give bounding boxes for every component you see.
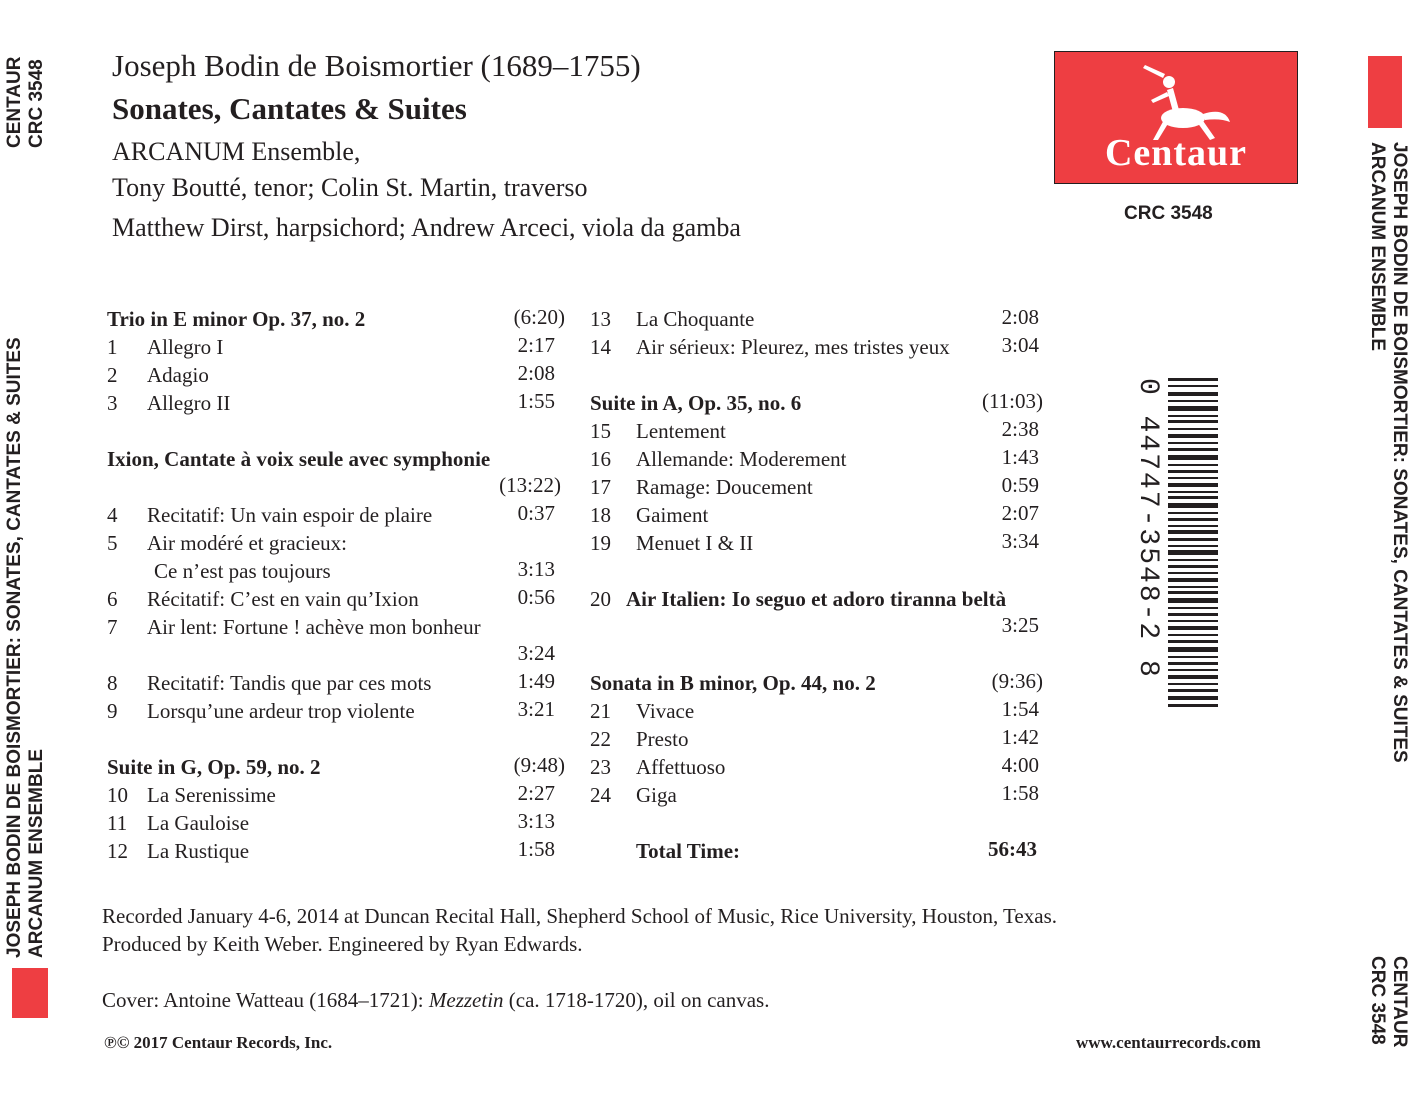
track-title: Air sérieux: Pleurez, mes tristes yeux: [636, 335, 950, 359]
track-title: Affettuoso: [636, 755, 726, 779]
track-title: Menuet I & II: [636, 531, 754, 555]
track-row: [590, 305, 754, 333]
track-row: [107, 585, 419, 613]
track-time: 2:08: [1001, 305, 1039, 329]
sonata-time: (9:36): [991, 669, 1043, 693]
track-time: 3:24: [517, 641, 555, 665]
track-time: 0:59: [1001, 473, 1039, 497]
spine-small-logo-left: [12, 968, 48, 1018]
track-number: 2: [107, 363, 118, 387]
air-italien-time: 3:25: [1001, 613, 1039, 637]
spine-left-title: [4, 293, 54, 958]
performer-line-2: Tony Boutté, tenor; Colin St. Martin, traverso: [112, 173, 588, 202]
track-title: Lorsqu’une ardeur trop violente: [147, 699, 415, 723]
track-number: 1: [107, 335, 118, 359]
track-number: 11: [107, 811, 128, 835]
air-italien-title: Air Italien: Io seguo et adoro tiranna beltà: [626, 587, 1007, 611]
track-title: La Rustique: [147, 839, 250, 863]
track-time: 3:13: [517, 809, 555, 833]
track-row: [590, 501, 708, 529]
track-time: 1:58: [1001, 781, 1039, 805]
spine-small-logo-right: [1368, 56, 1402, 128]
website-link[interactable]: www.centaurrecords.com: [1076, 1033, 1261, 1052]
track-number: 19: [590, 531, 611, 555]
spine-ensemble: ARCANUM ENSEMBLE: [26, 749, 47, 958]
track-title: Air modéré et gracieux:: [147, 531, 347, 555]
track-time: 3:13: [517, 557, 555, 581]
copyright: ℗© 2017 Centaur Records, Inc.: [104, 1033, 333, 1052]
spine-ensemble-right: ARCANUM ENSEMBLE: [1367, 142, 1388, 351]
track-title: Allegro I: [147, 335, 224, 359]
track-number: 20: [590, 587, 611, 611]
track-title: Recitatif: Tandis que par ces mots: [147, 671, 432, 695]
logo-wordmark: Centaur: [1104, 132, 1248, 174]
track-time: 3:34: [1001, 529, 1039, 553]
track-time: 2:27: [517, 781, 555, 805]
performer-line-3: Matthew Dirst, harpsichord; Andrew Arceci, viola da gamba: [112, 213, 741, 242]
spine-right-title: [1362, 142, 1412, 802]
spine-label-right: CENTAUR: [1389, 956, 1410, 1048]
spine-left-top: [4, 48, 54, 148]
track-number: 12: [107, 839, 128, 863]
track-number: 23: [590, 755, 611, 779]
spine-title-right: JOSEPH BODIN DE BOISMORTIER: SONATES, CANTATES & SUITES: [1389, 142, 1410, 763]
track-time: 4:00: [1001, 753, 1039, 777]
track-time: 3:21: [517, 697, 555, 721]
track-title: Allegro II: [147, 391, 231, 415]
track-number: 3: [107, 391, 118, 415]
track-row: [590, 445, 847, 473]
track-time: 2:17: [517, 333, 555, 357]
tracklist-left: [107, 0, 567, 880]
track-row: [107, 333, 223, 361]
track-number: 24: [590, 783, 611, 807]
track-time: 2:07: [1001, 501, 1039, 525]
track-title: Récitatif: C’est en vain qu’Ixion: [147, 587, 419, 611]
sonata-header: Sonata in B minor, Op. 44, no. 2: [590, 671, 876, 695]
track-time: 1:42: [1001, 725, 1039, 749]
air-italien-row: [590, 585, 1006, 613]
track-time: 1:58: [517, 837, 555, 861]
track-row: [590, 417, 726, 445]
cover-title: Mezzetin: [428, 988, 504, 1012]
barcode-digits: 0 44747-3548-2 8: [1132, 378, 1163, 679]
ixion-time: (13:22): [499, 473, 561, 497]
track-title: La Choquante: [636, 307, 755, 331]
track-row: [107, 669, 431, 697]
track-row: [107, 613, 481, 641]
track-number: 8: [107, 671, 118, 695]
track-title: Vivace: [636, 699, 695, 723]
track-title: Giga: [636, 783, 677, 807]
track-row: [590, 725, 689, 753]
spine-title: JOSEPH BODIN DE BOISMORTIER: SONATES, CANTATES & SUITES: [4, 337, 25, 958]
suite-g-header: Suite in G, Op. 59, no. 2: [107, 755, 321, 779]
track-time: 1:43: [1001, 445, 1039, 469]
track-row: [107, 361, 209, 389]
album-title: Sonates, Cantates & Suites: [112, 91, 467, 126]
track-number: 14: [590, 335, 611, 359]
track-row: [590, 529, 753, 557]
track-time: 0:56: [517, 585, 555, 609]
track-number: 17: [590, 475, 611, 499]
track-row: [107, 809, 249, 837]
trio-header: Trio in E minor Op. 37, no. 2: [107, 307, 366, 331]
total-time-label: Total Time:: [636, 839, 741, 863]
track-number: 13: [590, 307, 611, 331]
track-number: 16: [590, 447, 611, 471]
track-row: [590, 697, 694, 725]
track-number: 5: [107, 531, 118, 555]
track-time: 1:54: [1001, 697, 1039, 721]
centaur-logo: [1054, 51, 1298, 184]
trio-time: (6:20): [513, 305, 565, 329]
cover-suffix: (ca. 1718-1720), oil on canvas.: [503, 988, 770, 1012]
track-title: Allemande: Moderement: [636, 447, 847, 471]
track-title: Lentement: [636, 419, 726, 443]
cover-credit: [102, 988, 769, 1013]
track-time: 3:04: [1001, 333, 1039, 357]
track-number: 7: [107, 615, 118, 639]
recording-credit: Recorded January 4-6, 2014 at Duncan Recital Hall, Shepherd School of Music, Rice University, Houston, Texas.: [102, 904, 1057, 928]
spine-catalog: CRC 3548: [26, 59, 47, 148]
track-row: [590, 753, 725, 781]
ixion-header: Ixion, Cantate à voix seule avec symphonie: [107, 447, 491, 471]
track-title: Adagio: [147, 363, 209, 387]
track-title-cont: Ce n’est pas toujours: [154, 559, 331, 583]
track-row: [590, 473, 813, 501]
performer-line-1: ARCANUM Ensemble,: [112, 137, 361, 166]
track-row: [107, 389, 230, 417]
track-number: 15: [590, 419, 611, 443]
track-time: 1:49: [517, 669, 555, 693]
track-time: 2:08: [517, 361, 555, 385]
composer-name: Joseph Bodin de Boismortier (1689–1755): [112, 48, 641, 83]
spine-right-bottom: [1362, 956, 1412, 1056]
track-row: [107, 781, 276, 809]
track-number: 10: [107, 783, 128, 807]
track-title: La Serenissime: [147, 783, 276, 807]
barcode: [1168, 378, 1218, 708]
suite-a-time: (11:03): [981, 389, 1043, 413]
catalog-number: CRC 3548: [1124, 203, 1213, 224]
track-row: [107, 501, 432, 529]
track-number: 4: [107, 503, 118, 527]
track-number: 21: [590, 699, 611, 723]
track-time: 0:37: [517, 501, 555, 525]
total-time-value: 56:43: [988, 837, 1037, 861]
track-number: 6: [107, 587, 118, 611]
tracklist-right: [590, 0, 1045, 880]
track-row: [590, 781, 677, 809]
track-row: [590, 333, 950, 361]
spine-catalog-right: CRC 3548: [1367, 956, 1388, 1045]
track-number: 18: [590, 503, 611, 527]
spine-label: CENTAUR: [4, 56, 25, 148]
track-title: La Gauloise: [147, 811, 250, 835]
suite-g-time: (9:48): [513, 753, 565, 777]
track-title: Gaiment: [636, 503, 709, 527]
track-title: Presto: [636, 727, 689, 751]
track-row: [107, 697, 415, 725]
track-title: Ramage: Doucement: [636, 475, 813, 499]
track-title: Air lent: Fortune ! achève mon bonheur: [147, 615, 481, 639]
track-number: 9: [107, 699, 118, 723]
track-row: [107, 837, 249, 865]
track-row: [107, 529, 347, 557]
production-credit: Produced by Keith Weber. Engineered by Ryan Edwards.: [102, 932, 583, 956]
suite-a-header: Suite in A, Op. 35, no. 6: [590, 391, 802, 415]
track-time: 2:38: [1001, 417, 1039, 441]
track-title: Recitatif: Un vain espoir de plaire: [147, 503, 433, 527]
track-time: 1:55: [517, 389, 555, 413]
track-number: 22: [590, 727, 611, 751]
cover-prefix: Cover: Antoine Watteau (1684–1721):: [102, 988, 429, 1012]
